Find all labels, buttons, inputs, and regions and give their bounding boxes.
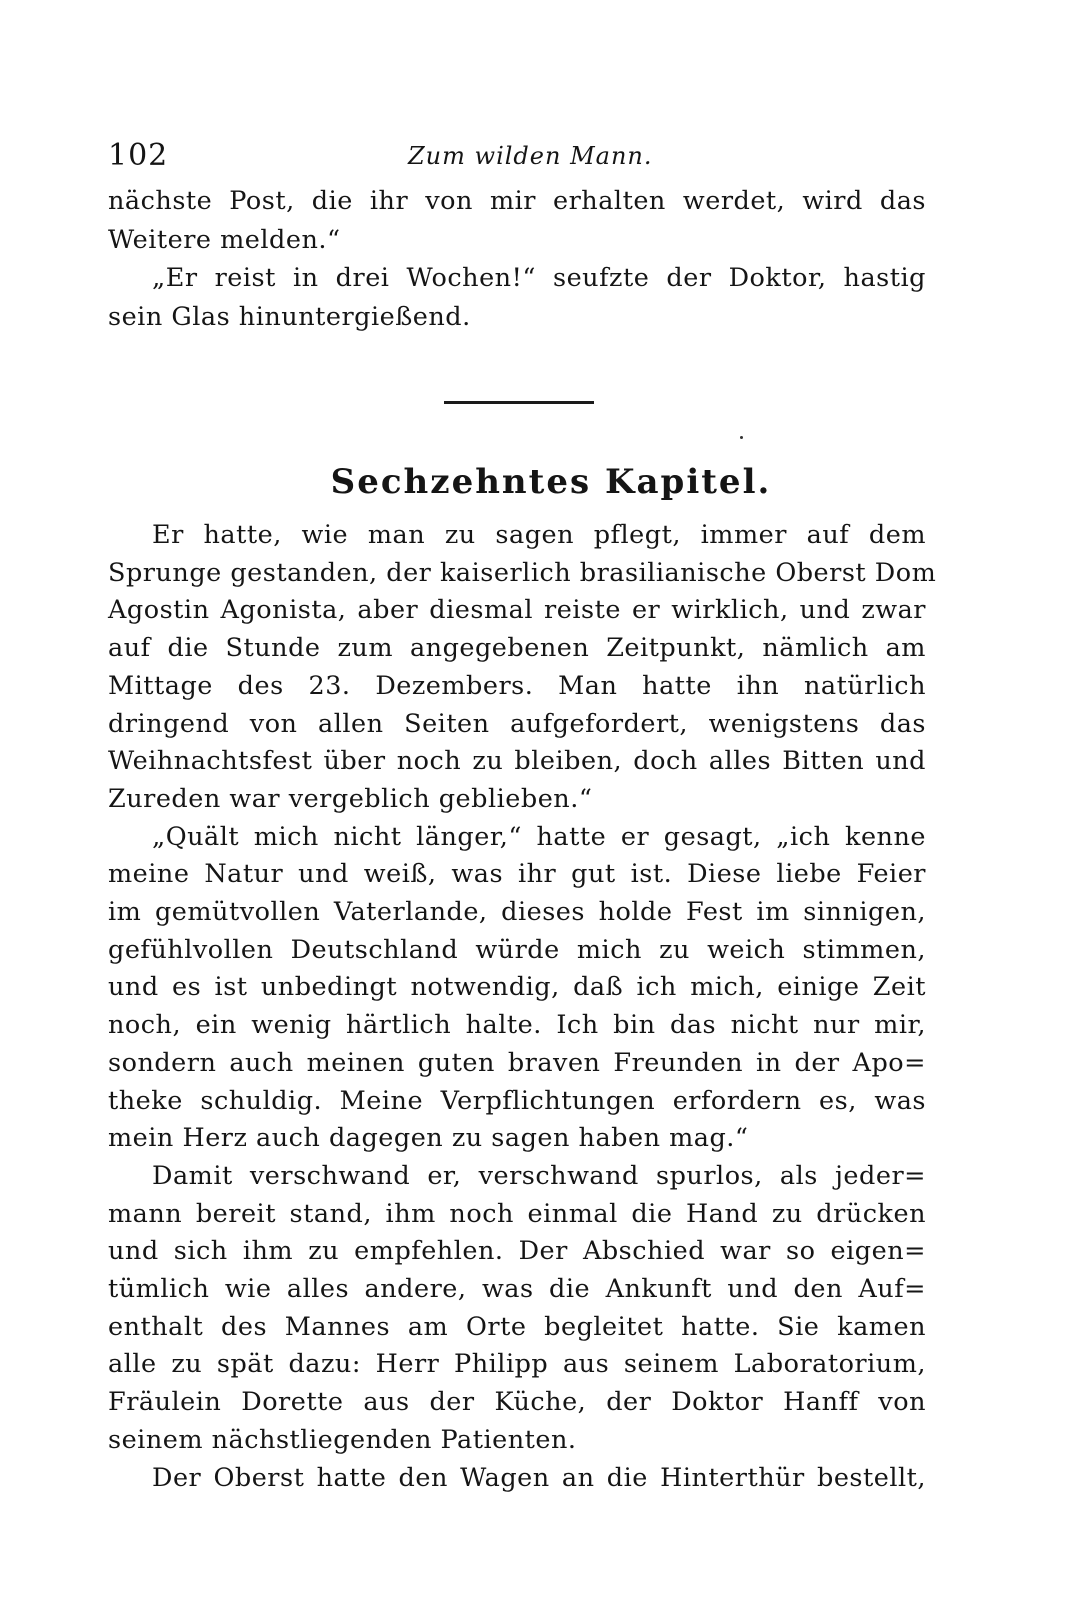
text-line: sein Glas hinuntergießend.: [108, 301, 471, 332]
text-line: Weihnachtsfest über noch zu bleiben, doch alles Bitten und: [108, 746, 926, 777]
text-line: seinem nächstliegenden Patienten.: [108, 1424, 577, 1455]
text-line: Er hatte, wie man zu sagen pflegt, immer auf dem: [152, 520, 926, 550]
page-header: [108, 138, 928, 178]
page-number: 102: [108, 138, 169, 173]
text-line: nächste Post, die ihr von mir erhalten werdet, wird das: [108, 186, 926, 216]
text-line: Mittage des 23. Dezembers. Man hatte ihn natürlich: [108, 670, 926, 701]
text-line: mann bereit stand, ihm noch einmal die Hand zu drücken: [108, 1198, 926, 1229]
text-line: sondern auch meinen guten braven Freunden in der Apo=: [108, 1047, 926, 1078]
text-line: theke schuldig. Meine Verpflichtungen erfordern es, was: [108, 1085, 926, 1116]
text-line: und sich ihm zu empfehlen. Der Abschied war so eigen=: [108, 1236, 926, 1267]
chapter-title: Sechzehntes Kapitel.: [330, 462, 772, 502]
text-line: Der Oberst hatte den Wagen an die Hinterthür bestellt,: [152, 1462, 926, 1493]
text-line: auf die Stunde zum angegebenen Zeitpunkt, nämlich am: [108, 633, 926, 664]
text-line: und es ist unbedingt notwendig, daß ich mich, einige Zeit: [108, 972, 926, 1003]
text-line: gefühlvollen Deutschland würde mich zu weich stimmen,: [108, 934, 926, 965]
print-speck: [740, 436, 743, 439]
text-line: Zureden war vergeblich geblieben.“: [108, 783, 593, 814]
text-line: tümlich wie alles andere, was die Ankunft und den Auf=: [108, 1274, 926, 1304]
text-line: mein Herz auch dagegen zu sagen haben mag.“: [108, 1123, 749, 1154]
text-line: Sprunge gestanden, der kaiserlich brasilianische Oberst Dom: [108, 557, 937, 588]
running-head: Zum wilden Mann.: [408, 142, 653, 170]
text-line: noch, ein wenig härtlich halte. Ich bin das nicht nur mir,: [108, 1010, 926, 1041]
text-line: Agostin Agonista, aber diesmal reiste er wirklich, und zwar: [108, 595, 926, 626]
text-line: enthalt des Mannes am Orte begleitet hatte. Sie kamen: [108, 1311, 926, 1342]
text-line: Fräulein Dorette aus der Küche, der Doktor Hanff von: [108, 1387, 926, 1418]
text-line: Weitere melden.“: [108, 224, 341, 255]
section-divider-rule: [444, 401, 594, 404]
text-line: „Quält mich nicht länger,“ hatte er gesagt, „ich kenne: [152, 821, 926, 852]
text-line: meine Natur und weiß, was ihr gut ist. Diese liebe Feier: [108, 859, 926, 890]
text-line: alle zu spät dazu: Herr Philipp aus seinem Laboratorium,: [108, 1349, 926, 1380]
text-line: im gemütvollen Vaterlande, dieses holde Fest im sinnigen,: [108, 897, 926, 927]
text-line: dringend von allen Seiten aufgefordert, wenigstens das: [108, 708, 926, 739]
text-line: Damit verschwand er, verschwand spurlos, als jeder=: [152, 1160, 926, 1191]
text-line: „Er reist in drei Wochen!“ seufzte der Doktor, hastig: [152, 263, 926, 293]
